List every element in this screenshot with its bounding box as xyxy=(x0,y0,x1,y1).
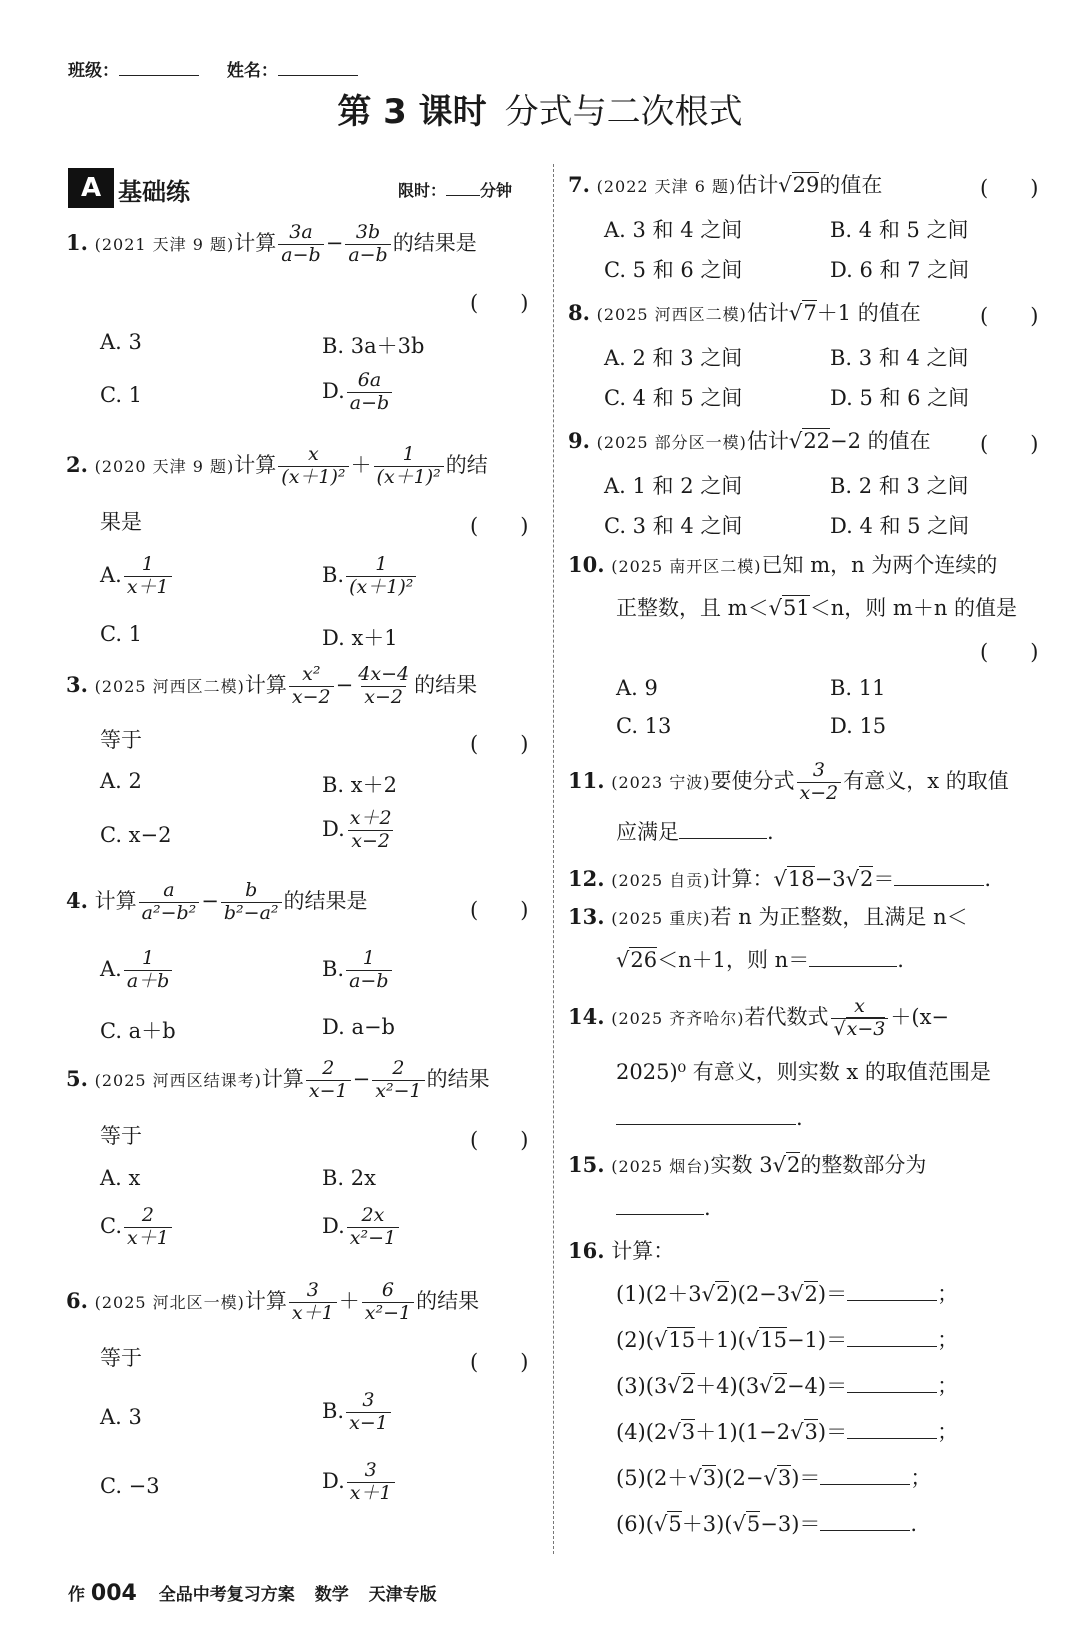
question-15: 15. (2025 烟台)实数 3√2的整数部分为 xyxy=(568,1152,927,1177)
option-9b[interactable]: B. 2 和 3 之间 xyxy=(830,474,969,498)
answer-blank-16-4[interactable] xyxy=(847,1438,937,1439)
answer-blank-15[interactable] xyxy=(616,1214,704,1215)
option-7a[interactable]: A. 3 和 4 之间 xyxy=(604,218,743,242)
answer-paren-8[interactable]: ( ) xyxy=(980,304,1039,328)
question-2-cont: 果是 xyxy=(100,510,142,534)
question-16-item-3: (3)(3√2＋4)(3√2−4)＝ ； xyxy=(616,1374,959,1398)
footer-prefix: 作 xyxy=(68,1585,85,1605)
option-4a[interactable]: A. $\frac{1}{a+b}$ xyxy=(100,948,174,993)
answer-blank-16-6[interactable] xyxy=(820,1530,910,1531)
option-6b[interactable]: B. $\frac{3}{x-1}$ xyxy=(322,1390,393,1435)
question-12: 12. (2025 自贡)计算：√18−3√2＝ . xyxy=(568,866,992,891)
column-divider xyxy=(553,164,554,1554)
class-blank xyxy=(119,75,199,76)
answer-paren-9[interactable]: ( ) xyxy=(980,432,1039,456)
option-2b[interactable]: B. $\frac{1}{\text{(x＋1)²}}$ xyxy=(322,554,418,599)
question-11-cont: 应满足 . xyxy=(616,820,774,844)
page-footer xyxy=(68,1580,437,1606)
option-7c[interactable]: C. 5 和 6 之间 xyxy=(604,258,743,282)
lesson-topic: 分式与二次根式 xyxy=(504,92,743,132)
option-3a[interactable]: A. 2 xyxy=(100,769,142,793)
question-10-cont: 正整数，且 m＜√51＜n，则 m＋n 的值是 xyxy=(616,596,1018,620)
option-4b[interactable]: B. $\frac{1}{a-b}$ xyxy=(322,948,394,993)
page-number: 004 xyxy=(90,1581,137,1606)
option-4c[interactable]: C. a＋b xyxy=(100,1019,176,1043)
name-blank xyxy=(278,75,358,76)
option-6d[interactable]: D. $\frac{3}{x+1}$ xyxy=(322,1460,397,1505)
question-11: 11. (2023 宁波)要使分式 $\frac{3}{x-2}$ 有意义，x 的取值 xyxy=(568,759,1009,804)
option-3c[interactable]: C. x−2 xyxy=(100,823,172,847)
option-8a[interactable]: A. 2 和 3 之间 xyxy=(604,346,743,370)
answer-paren-6[interactable]: ( ) xyxy=(470,1350,529,1374)
option-4d[interactable]: D. a−b xyxy=(322,1015,395,1039)
question-5: 5. (2025 河西区结课考)计算 $\frac{2}{x-1}$ − $\frac{2}{\text{x²−1}}$ 的结果 xyxy=(66,1057,490,1102)
answer-blank-14[interactable] xyxy=(616,1124,796,1125)
time-unit: 分钟 xyxy=(480,181,513,200)
question-5-cont: 等于 xyxy=(100,1124,142,1148)
answer-paren-10[interactable]: ( ) xyxy=(980,640,1039,664)
option-3b[interactable]: B. x＋2 xyxy=(322,773,397,797)
option-10a[interactable]: A. 9 xyxy=(616,676,658,700)
question-16-item-2: (2)(√15＋1)(√15−1)＝ ； xyxy=(616,1328,959,1352)
option-8c[interactable]: C. 4 和 5 之间 xyxy=(604,386,743,410)
class-field xyxy=(68,56,358,81)
question-16-item-5: (5)(2＋√3)(2−√3)＝ ； xyxy=(616,1466,932,1490)
option-5d[interactable]: D. $\frac{2x}{\text{x²−1}}$ xyxy=(322,1205,401,1250)
option-2a[interactable]: A. $\frac{1}{x+1}$ xyxy=(100,554,174,599)
question-14-cont: 2025)⁰ 有意义，则实数 x 的取值范围是 xyxy=(616,1060,991,1084)
option-1a[interactable]: A. 3 xyxy=(100,330,142,354)
answer-blank-16-1[interactable] xyxy=(847,1300,937,1301)
option-5c[interactable]: C. $\frac{2}{x+1}$ xyxy=(100,1205,174,1250)
question-13: 13. (2025 重庆)若 n 为正整数，且满足 n＜ xyxy=(568,904,968,929)
answer-paren-1[interactable]: ( ) xyxy=(470,291,529,315)
option-3d[interactable]: D. $\frac{x+2}{x-2}$ xyxy=(322,807,392,852)
answer-blank-16-3[interactable] xyxy=(847,1392,937,1393)
option-5b[interactable]: B. 2x xyxy=(322,1166,376,1190)
question-6-cont: 等于 xyxy=(100,1346,142,1370)
book-title: 全品中考复习方案 xyxy=(158,1585,295,1605)
question-14-blank: . xyxy=(616,1106,803,1131)
time-limit xyxy=(398,178,512,201)
answer-blank-16-5[interactable] xyxy=(820,1484,910,1485)
page-title xyxy=(0,84,1080,133)
question-16: 16. 计算： xyxy=(568,1238,675,1263)
question-3-cont: 等于 xyxy=(100,728,142,752)
answer-blank-13[interactable] xyxy=(809,966,897,967)
option-5a[interactable]: A. x xyxy=(100,1166,141,1190)
option-9a[interactable]: A. 1 和 2 之间 xyxy=(604,474,743,498)
option-8d[interactable]: D. 5 和 6 之间 xyxy=(830,386,970,410)
option-6a[interactable]: A. 3 xyxy=(100,1405,142,1429)
question-15-blank: . xyxy=(616,1196,711,1221)
option-6c[interactable]: C. −3 xyxy=(100,1474,160,1498)
question-2: 2. (2020 天津 9 题)计算 $\frac{x}{\text{(x＋1)²}}$ ＋ $\frac{1}{\text{(x＋1)²}}$ 的结 xyxy=(66,443,488,488)
option-1d[interactable]: D. $\frac{6a}{a-b}$ xyxy=(322,370,394,415)
answer-blank-16-2[interactable] xyxy=(847,1346,937,1347)
question-4: 4. 计算 $\frac{a}{\text{a²−b²}}$ − $\frac{b}{\text{b²−a²}}$ 的结果是 xyxy=(66,879,368,924)
question-6: 6. (2025 河北区一模)计算 $\frac{3}{x+1}$ ＋ $\frac{6}{\text{x²−1}}$ 的结果 xyxy=(66,1279,480,1324)
question-3: 3. (2025 河西区二模)计算 $\frac{\text{x²}}{x-2}$ − $\frac{4x-4}{x-2}$ 的结果 xyxy=(66,663,478,708)
answer-blank-11[interactable] xyxy=(679,838,767,839)
question-7: 7. (2022 天津 6 题)估计√29的值在 xyxy=(568,172,883,197)
answer-paren-2[interactable]: ( ) xyxy=(470,514,529,538)
option-10c[interactable]: C. 13 xyxy=(616,714,672,738)
option-7d[interactable]: D. 6 和 7 之间 xyxy=(830,258,970,282)
question-8: 8. (2025 河西区二模)估计√7＋1 的值在 xyxy=(568,300,921,325)
question-9: 9. (2025 部分区一模)估计√22−2 的值在 xyxy=(568,428,931,453)
answer-paren-7[interactable]: ( ) xyxy=(980,176,1039,200)
option-10d[interactable]: D. 15 xyxy=(830,714,887,738)
class-label: 班级： xyxy=(68,61,119,81)
question-16-item-6: (6)(√5＋3)(√5−3)＝ . xyxy=(616,1512,918,1536)
question-10: 10. (2025 南开区二模)已知 m，n 为两个连续的 xyxy=(568,552,998,577)
edition-label: 天津专版 xyxy=(368,1585,437,1605)
lesson-number: 第 3 课时 xyxy=(337,92,487,132)
name-label: 姓名： xyxy=(226,61,278,81)
time-limit-label: 限时： xyxy=(398,181,447,200)
option-2c[interactable]: C. 1 xyxy=(100,622,143,646)
subject-label: 数学 xyxy=(314,1585,349,1605)
section-letter: A xyxy=(68,168,114,208)
option-1c[interactable]: C. 1 xyxy=(100,383,143,407)
option-8b[interactable]: B. 3 和 4 之间 xyxy=(830,346,969,370)
option-10b[interactable]: B. 11 xyxy=(830,676,886,700)
answer-paren-4[interactable]: ( ) xyxy=(470,898,529,922)
option-7b[interactable]: B. 4 和 5 之间 xyxy=(830,218,969,242)
question-14: 14. (2025 齐齐哈尔)若代数式 $\frac{x}{√x-3}$ ＋(x− xyxy=(568,995,950,1040)
section-label: 基础练 xyxy=(118,178,190,206)
option-9d[interactable]: D. 4 和 5 之间 xyxy=(830,514,970,538)
answer-paren-3[interactable]: ( ) xyxy=(470,732,529,756)
option-9c[interactable]: C. 3 和 4 之间 xyxy=(604,514,743,538)
option-2d[interactable]: D. x＋1 xyxy=(322,626,398,650)
question-16-item-4: (4)(2√3＋1)(1−2√3)＝ ； xyxy=(616,1420,959,1444)
answer-blank-12[interactable] xyxy=(894,885,984,886)
question-1: 1. (2021 天津 9 题)计算 $\frac{3a}{a-b}$ − $\frac{3b}{a-b}$ 的结果是 xyxy=(66,221,477,266)
option-1b[interactable]: B. 3a＋3b xyxy=(322,334,425,358)
question-13-cont: √26＜n＋1，则 n＝ . xyxy=(616,948,904,972)
answer-paren-5[interactable]: ( ) xyxy=(470,1128,529,1152)
question-16-item-1: (1)(2＋3√2)(2−3√2)＝ ； xyxy=(616,1282,959,1306)
section-badge xyxy=(68,168,210,208)
